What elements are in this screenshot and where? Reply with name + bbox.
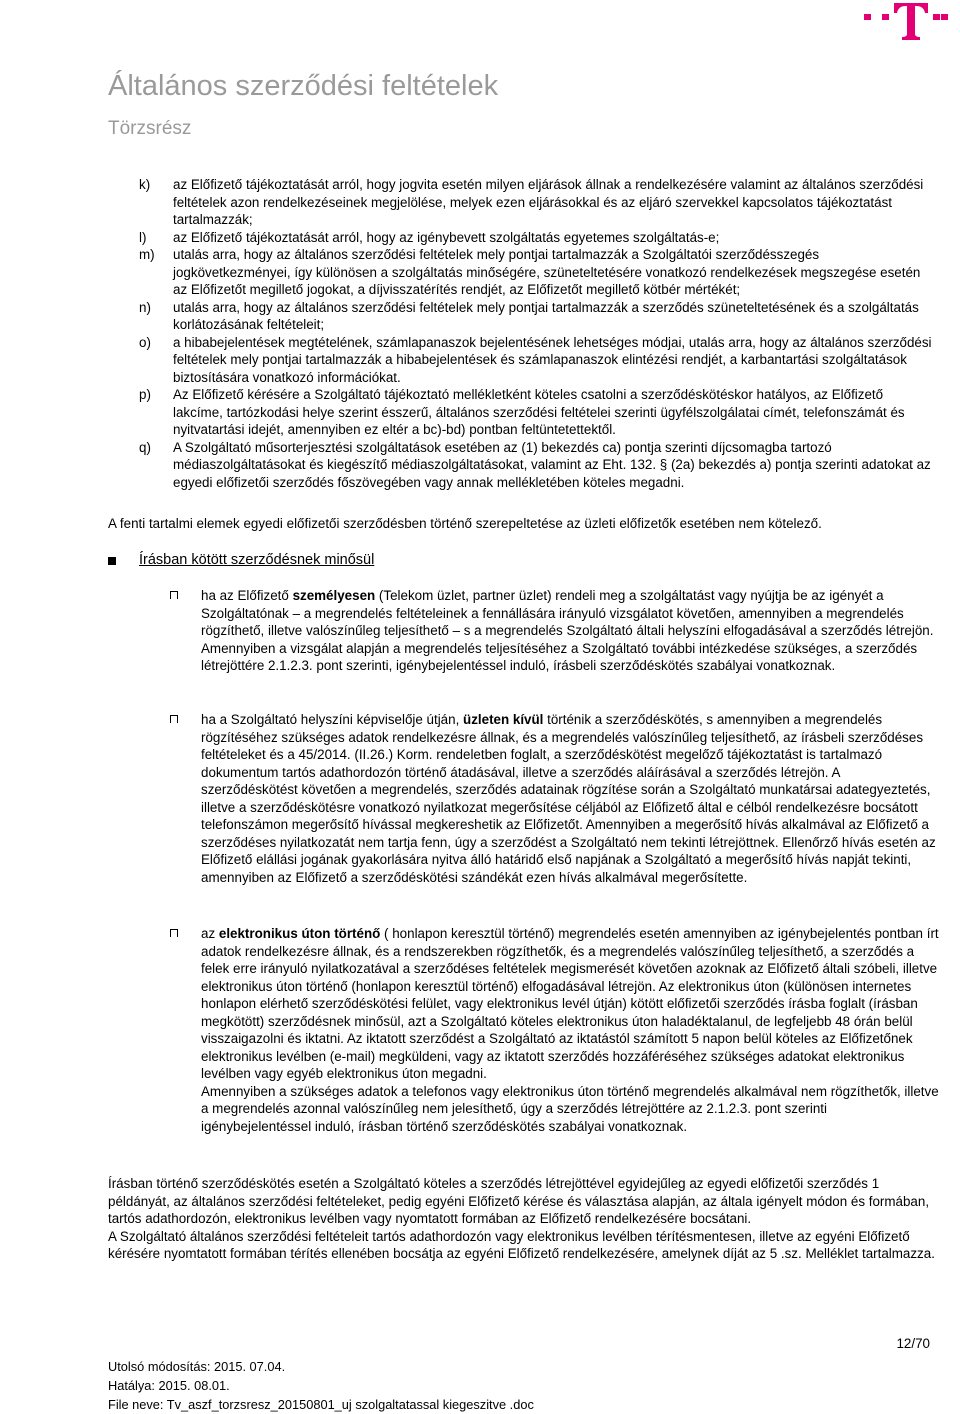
section-heading xyxy=(108,552,374,570)
item-marker: q) xyxy=(139,439,151,455)
hollow-bullet-icon xyxy=(170,929,178,937)
item-marker: m) xyxy=(139,247,155,262)
item-marker: o) xyxy=(139,334,151,350)
sub-item-text xyxy=(201,711,940,886)
list-item xyxy=(139,439,934,492)
clause-list xyxy=(139,176,934,491)
sub-item-post: (Telekom üzlet, partner üzlet) rendeli meg a szolgáltatást vagy nyújtja be az igényét a Szolgáltatónak – a megrendelés feltételeinek a fennállására irányuló vizsgálatot követően, amennyiben a megrendelés rögzíthető, illetve valószínűleg teljesíthető – s a megrendelés Szolgáltató általi helyszíni elfogadásával a szerződés létrejön. Amennyiben a vizsgálat alapján a megrendelés teljesítéséhez a Szolgáltató további intézkedése szükséges, a szerződés létrejöttére 2.1.2.3. pont szerinti, igénybejelentéssel induló, írásbeli szerződéskötés szabályai vonatkoznak. xyxy=(201,588,934,673)
list-item xyxy=(139,299,934,334)
sub-item-post: történik a szerződéskötés, s amennyiben a megrendelés rögzítéséhez szükséges adatok rendelkezésre állnak, és a megrendelés valószínűleg teljesíthető, az írásbeli szerződéses feltételeket és a 45/2014. (II.26.) Korm. rendeletben foglalt, a szerződéskötést megelőző tájékoztatást is tartalmazó dokumentum tartós adathordozón történő átadásával, illetve a szerződés aláírásával a szerződés létrejön. A szerződéskötést követően a megrendelés, szerződés adatainak rögzítése során a Szolgáltató munkatársai adategyeztetés, illetve a szerződéskötésre vonatkozó nyilatkozat megerősítése céljából az Előfizető által e célból rendelkezésre bocsátott telefonszámon megerősítő hívással megkereshetik az Előfizetőt. Amennyiben a megerősítő hívás alkalmával az Előfizető a szerződéses nyilatkozatát nem tartja fenn, úgy a szerződést a Szolgáltató nem tekinti létrejöttnek. Ellenőrző hívás esetén az Előfizető elállási jogának gyakorlására nyitva álló határidő első napjának a Szolgáltató a megerősítő hívás napját tekinti, amennyiben az Előfizető a szerződéskötési szándékát ezen hívás alkalmával megerősítette. xyxy=(201,712,936,885)
footer-modified: Utolsó módosítás: 2015. 07.04. xyxy=(108,1359,286,1374)
item-text: az Előfizető tájékoztatását arról, hogy jogvita esetén milyen eljárások állnak a rendelkezésére valamint az általános szerződési feltételek azon rendelkezéseinek megjelölése, melyek ezen eljárásokkal és az eljáró szervekkel kapcsolatos tájékoztatást tartalmazzák; xyxy=(173,177,924,227)
sub-item-text xyxy=(201,587,940,675)
item-marker: n) xyxy=(139,299,151,315)
list-item xyxy=(139,176,934,229)
hollow-bullet-icon xyxy=(170,591,178,599)
sub-item-bold: üzleten kívül xyxy=(463,712,544,727)
closing-p1: Írásban történő szerződéskötés esetén a Szolgáltató köteles a szerződés létrejöttével egyidejűleg az egyedi előfizetői szerződés 1 példányát, az általános szerződési feltételeket, pedig egyéni Előfizető kérése és választása alapján, az általa igényelt módon és formában, tartós adathordozón, elektronikus levélben vagy nyomtatott formában az Előfizető rendelkezésére bocsátani. xyxy=(108,1176,930,1226)
page-number: 12/70 xyxy=(896,1336,930,1351)
item-text: utalás arra, hogy az általános szerződési feltételek mely pontjai tartalmazzák a szerződés szüneteltetésének és a szolgáltatás korlátozásának feltételeit; xyxy=(173,299,919,332)
hollow-bullet-icon xyxy=(170,715,178,723)
sub-item-pre: ha az Előfizető xyxy=(201,588,293,603)
telekom-logo xyxy=(864,0,948,42)
sub-item-pre: ha a Szolgáltató helyszíni képviselője útján, xyxy=(201,712,464,727)
item-text: Az Előfizető kérésére a Szolgáltató tájékoztató mellékletként köteles csatolni a szerződéskötéskor hatályos, az Előfizető lakcíme, tartózkodási helye szerint ésszerű, általános szerződési feltételei szerinti ügyfélszolgálatai címét, telefonszámát és nyitvatartási idejét, amennyiben ez eltér a bc)-bd) pontban feltüntetettektől. xyxy=(173,387,905,437)
footer xyxy=(108,1357,534,1414)
item-marker: k) xyxy=(139,177,151,192)
sub-item-personal xyxy=(170,587,940,675)
item-text: az Előfizető tájékoztatását arról, hogy az igénybevett szolgáltatás egyetemes szolgáltatás-e; xyxy=(173,229,720,245)
list-item xyxy=(139,386,934,439)
sub-item-electronic xyxy=(170,925,940,1135)
sub-item-bold: személyesen xyxy=(292,588,376,603)
document-title: Általános szerződési feltételek xyxy=(108,70,499,102)
item-text: A Szolgáltató műsorterjesztési szolgáltatások esetében az (1) bekezdés ca) pontja szerinti díjcsomagba tartozó médiaszolgáltatásokat és kiegészítő médiaszolgáltatásokat, valamint az Eht. 132. § (2a) bekezdés a) pontja szerinti adatokat az egyedi előfizetői szerződés főszövegében vagy annak mellékletében köteles megadni. xyxy=(173,439,931,490)
list-item xyxy=(139,229,934,247)
square-bullet-icon xyxy=(108,557,116,565)
closing-p2: A Szolgáltató általános szerződési feltételeit tartós adathordozón vagy elektronikus levélben térítésmentesen, illetve az egyéni Előfizető kérésére nyomtatott formában térítés ellenében bocsátja az egyéni Előfizető rendelkezésére, amelynek díját az 5 .sz. Melléklet tartalmazza. xyxy=(108,1228,935,1261)
sub-item-offpremises xyxy=(170,711,940,886)
sub-item-post-2: Amennyiben a szükséges adatok a telefonos vagy elektronikus úton történő megrendelés alkalmával nem rögzíthetők, illetve a megrendelés azonnal valószínűleg nem jelesíthető, úgy a szerződés létrejöttére az 2.1.2.3. pont szerinti igénybejelentéssel induló, írásban történő szerződéskötés szabályai vonatkoznak. xyxy=(201,1083,939,1134)
sub-item-post: ( honlapon keresztül történő) megrendelés esetén amennyiben az igénybejelentés pontban írt adatok rendelkezésre állnak, és a rendszerekben rögzíthetők, és a megrendelés valószínűleg teljesíthető, a szerződés a felek erre irányuló nyilatkozatával a szerződéses feltételek megismerését követően azoknak az Előfizető általi szóbeli, illetve elektronikus úton történő (honlapon keresztül történő) elfogadásával létrejön. Az elektronikus úton (különösen internetes honlapon elérhető szerződéskötési felület, vagy elektronikus levél útján) kötött előfizetői szerződés írásba foglalt (írásban megkötött) szerződésnek minősül, azt a Szolgáltató köteles elektronikus úton haladéktalanul, de legfeljebb 48 órán belül visszaigazolni és iktatni. Az iktatott szerződést a Szolgáltató az iktatástól számított 5 napon belül köteles az Előfizetőnek elektronikus levélben (e-mail) megküldeni, vagy az iktatott szerződés hozzáféréséhez szükséges adatokat elektronikus levélben vagy egyéb elektronikus úton megadni. xyxy=(201,926,939,1081)
item-text: a hibabejelentések megtételének, számlapanaszok bejelentésének lehetséges módjai, utalás arra, hogy az általános szerződési feltételek mely pontjai tartalmazzák a hibabejelentések és számlapanaszok elintézési rendjét, a karbantartási szolgáltatások biztosítására vonatkozó információkat. xyxy=(173,334,932,385)
list-item xyxy=(139,246,934,299)
document-subtitle: Törzsrész xyxy=(108,118,192,139)
closing-paragraph xyxy=(108,1175,938,1263)
sub-item-pre: az xyxy=(201,926,219,941)
list-item xyxy=(139,334,934,387)
footer-filename: File neve: Tv_aszf_torzsresz_20150801_uj szolgaltatassal kiegeszitve .doc xyxy=(108,1397,534,1412)
section-heading-label: Írásban kötött szerződésnek minősül xyxy=(139,552,375,568)
footer-effective: Hatálya: 2015. 08.01. xyxy=(108,1378,230,1393)
sub-item-text xyxy=(201,925,940,1135)
item-marker: l) xyxy=(139,229,147,245)
item-marker: p) xyxy=(139,387,151,402)
note-paragraph: A fenti tartalmi elemek egyedi előfizetői szerződésben történő szerepeltetése az üzleti előfizetők esetében nem kötelező. xyxy=(108,516,822,531)
sub-item-bold: elektronikus úton történő xyxy=(218,926,381,941)
item-text: utalás arra, hogy az általános szerződési feltételek mely pontjai tartalmazzák a Szolgáltatói szerződésszegés jogkövetkezményei, így különösen a szolgáltatás minőségére, szüneteltetésére vonatkozó rendelkezések megszegése esetén az Előfizetőt megillető jogokat, a díjvisszatérítés rendjét, az Előfizetőt megillető kötbér mértékét; xyxy=(173,247,921,297)
